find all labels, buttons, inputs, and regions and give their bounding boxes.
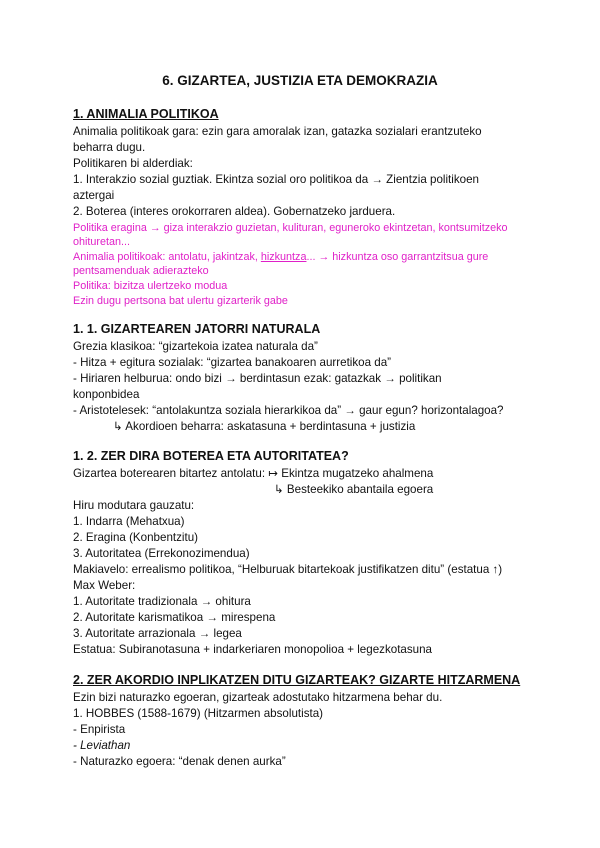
- list-item: 3. Autoritate arrazionala → legea: [73, 627, 242, 640]
- paragraph-line: - Hitza + egitura sozialak: “gizartea banakoaren aurretikoa da”: [73, 356, 392, 369]
- section-heading-gizartearen-jatorri: 1. 1. GIZARTEAREN JATORRI NATURALA: [73, 322, 321, 336]
- page-title: 6. GIZARTEA, JUSTIZIA ETA DEMOKRAZIA: [162, 73, 438, 88]
- indented-line: ↳ Akordioen beharra: askatasuna + berdintasuna + justizia: [113, 420, 416, 433]
- note-line: Politika eragina → giza interakzio guzietan, kulituran, eguneroko ekintzetan, kontsumitzeko: [73, 222, 508, 234]
- note-line: ohituretan...: [73, 236, 131, 248]
- list-item: - Enpirista: [73, 723, 126, 736]
- paragraph-line: Gizartea boterearen bitartez antolatu: ↦ Ekintza mugatzeko ahalmena: [73, 467, 434, 480]
- paragraph-line: Politikaren bi alderdiak:: [73, 157, 193, 170]
- note-line: pentsamenduak adierazteko: [73, 265, 209, 277]
- paragraph-line: Grezia klasikoa: “gizartekoia izatea naturala da”: [73, 340, 318, 353]
- paragraph-line: aztergai: [73, 189, 115, 202]
- list-item: 2. Eragina (Konbentzitu): [73, 531, 199, 544]
- paragraph-line: - Hiriaren helburua: ondo bizi → berdintasun ezak: gatazkak → politikan: [73, 372, 442, 385]
- list-item: - Leviathan: [73, 739, 131, 752]
- paragraph-line: Max Weber:: [73, 579, 136, 592]
- indented-line: ↳ Besteekiko abantaila egoera: [274, 483, 434, 496]
- paragraph-line: 1. Interakzio sozial guztiak. Ekintza sozial oro politikoa da → Zientzia politikoen: [73, 173, 479, 186]
- note-text: Animalia politikoak: antolatu, jakintzak,: [73, 251, 261, 263]
- note-line: Politika: bizitza ulertzeko modua: [73, 280, 228, 292]
- list-item: - Naturazko egoera: “denak denen aurka”: [73, 755, 286, 768]
- list-item: 1. Indarra (Mehatxua): [73, 515, 185, 528]
- note-line: Ezin dugu pertsona bat ulertu gizarterik gabe: [73, 295, 288, 307]
- section-heading-boterea-autoritatea: 1. 2. ZER DIRA BOTEREA ETA AUTORITATEA?: [73, 449, 349, 463]
- paragraph-line: Hiru modutara gauzatu:: [73, 499, 195, 512]
- paragraph-line: Estatua: Subiranotasuna + indarkeriaren monopolioa + legezkotasuna: [73, 643, 433, 656]
- paragraph-line: Animalia politikoak gara: ezin gara amoralak izan, gatazka sozialari erantzuteko: [73, 125, 482, 138]
- paragraph-line: Ezin bizi naturazko egoeran, gizarteak adostutako hitzarmena behar du.: [73, 691, 443, 704]
- paragraph-line: Makiavelo: errealismo politikoa, “Helburuak bitartekoak justifikatzen ditu” (estatua ↑): [73, 563, 503, 576]
- hizkuntza-link[interactable]: hizkuntza: [260, 251, 307, 263]
- paragraph-line: - Aristotelesek: “antolakuntza soziala hierarkikoa da” → gaur egun? horizontalagoa?: [73, 404, 504, 417]
- section-heading-animalia-politikoa: 1. ANIMALIA POLITIKOA: [73, 107, 219, 121]
- paragraph-line: konponbidea: [73, 388, 140, 401]
- list-item: 1. Autoritate tradizionala → ohitura: [73, 595, 251, 608]
- list-item: 3. Autoritatea (Errekonozimendua): [73, 547, 250, 560]
- paragraph-line: 2. Boterea (interes orokorraren aldea). Gobernatzeko jarduera.: [73, 205, 396, 218]
- note-text: ... → hizkuntza oso garrantzitsua gure: [306, 251, 489, 263]
- section-heading-gizarte-hitzarmena: 2. ZER AKORDIO INPLIKATZEN DITU GIZARTEAK? GIZARTE HITZARMENA: [73, 673, 521, 687]
- list-item: 2. Autoritate karismatikoa → mirespena: [73, 611, 276, 624]
- paragraph-line: beharra dugu.: [73, 141, 146, 154]
- list-item: 1. HOBBES (1588-1679) (Hitzarmen absolutista): [73, 707, 324, 720]
